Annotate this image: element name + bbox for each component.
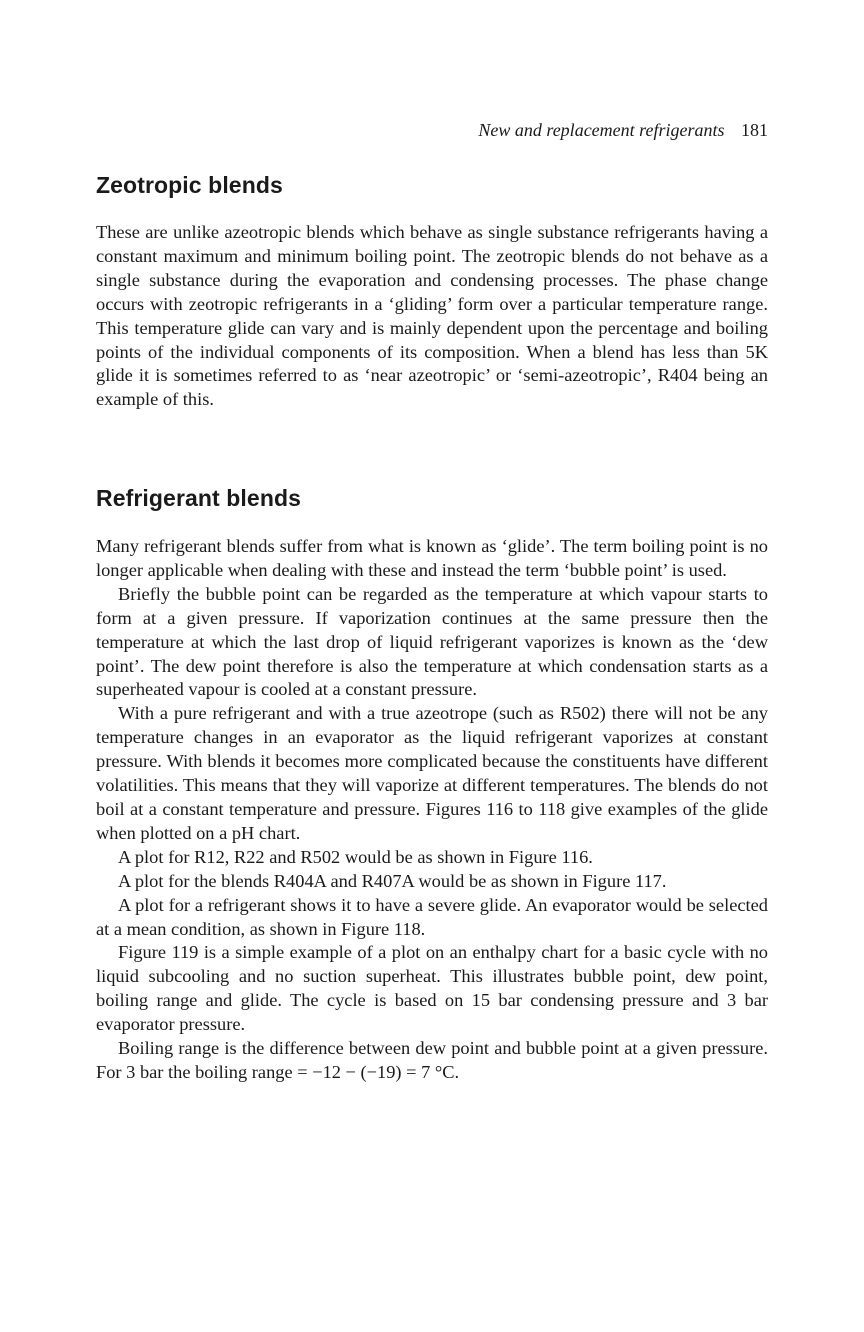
paragraph: A plot for the blends R404A and R407A would be as shown in Figure 117. xyxy=(118,870,667,891)
paragraph: Boiling range is the difference between dew point and bubble point at a given pressure. For 3 bar the boiling range = −12 − (−19) = 7 °C. xyxy=(96,1038,768,1082)
paragraph: Many refrigerant blends suffer from what is known as ‘glide’. The term boiling point is no longer applicable when dealing with these and instead the term ‘bubble point’ is used. xyxy=(96,536,768,580)
paragraph: A plot for R12, R22 and R502 would be as shown in Figure 116. xyxy=(118,846,593,867)
paragraph: With a pure refrigerant and with a true azeotrope (such as R502) there will not be any temperature changes in an evaporator as the liquid refrigerant vaporizes at constant pressure. With blends it becomes more complicated because the constituents have different volatilities. This means that they will vaporize at different temperatures. The blends do not boil at a constant temperature and pressure. Figures 116 to 118 give examples of the glide when plotted on a pH chart. xyxy=(96,703,768,843)
paragraph: Briefly the bubble point can be regarded as the temperature at which vapour starts to form at a given pressure. If vaporization continues at the same pressure then the temperature at which the last drop of liquid refrigerant vaporizes is known as the ‘dew point’. The dew point therefore is also the temperature at which condensation starts as a superheated vapour is cooled at a constant pressure. xyxy=(96,583,768,700)
running-title: New and replacement refrigerants xyxy=(478,120,725,140)
section-heading-zeotropic-blends: Zeotropic blends xyxy=(96,172,283,198)
page-number: 181 xyxy=(741,120,768,140)
section-body-zeotropic-blends xyxy=(96,221,768,412)
running-header xyxy=(478,120,768,141)
section-body-refrigerant-blends xyxy=(96,535,768,1085)
paragraph: A plot for a refrigerant shows it to have a severe glide. An evaporator would be selected at a mean condition, as shown in Figure 118. xyxy=(96,894,768,939)
paragraph: Figure 119 is a simple example of a plot on an enthalpy chart for a basic cycle with no liquid subcooling and no suction superheat. This illustrates bubble point, dew point, boiling range and glide. The cycle is based on 15 bar condensing pressure and 3 bar evaporator pressure. xyxy=(96,942,768,1035)
paragraph: These are unlike azeotropic blends which behave as single substance refrigerants having a constant maximum and minimum boiling point. The zeotropic blends do not behave as a single substance during the evaporation and condensing processes. The phase change occurs with zeotropic refrigerants in a ‘gliding’ form over a particular temperature range. This temperature glide can vary and is mainly dependent upon the percentage and boiling points of the individual components of its composition. When a blend has less than 5K glide it is sometimes referred to as ‘near azeotropic’ or ‘semi-azeotropic’, R404 being an example of this. xyxy=(96,222,768,410)
section-heading-refrigerant-blends: Refrigerant blends xyxy=(96,485,302,511)
